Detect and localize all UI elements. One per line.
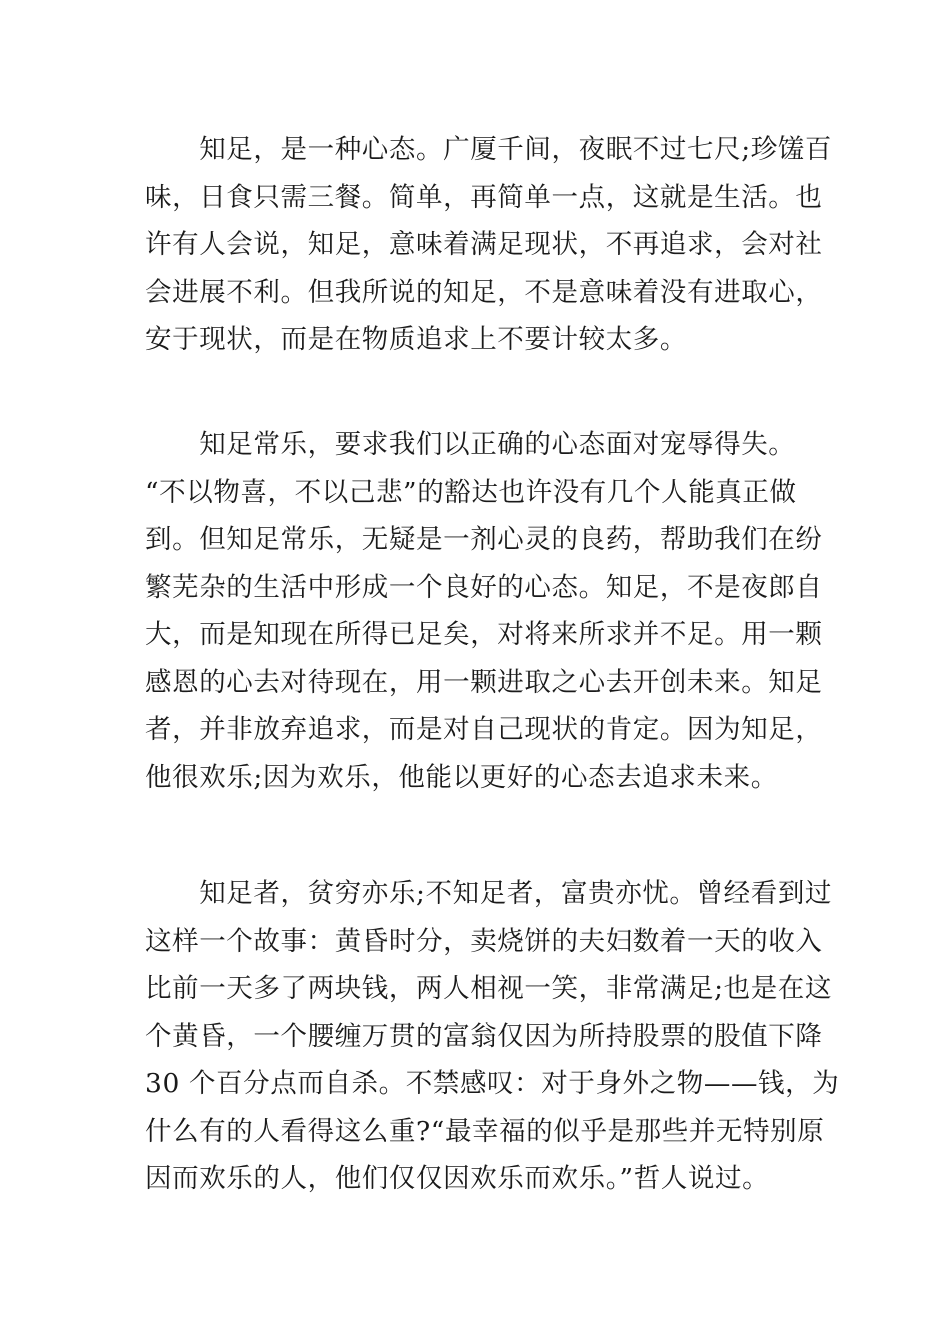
text-line: 感恩的心去对待现在，用一颗进取之心去开创未来。知足 (145, 666, 823, 698)
text-line: 比前一天多了两块钱，两人相视一笑，非常满足;也是在这 (145, 973, 833, 1004)
text-line: 个黄昏，一个腰缠万贯的富翁仅因为所持股票的股值下降 (145, 1020, 823, 1052)
text-line: 到。但知足常乐，无疑是一剂心灵的良药，帮助我们在纷 (145, 524, 823, 555)
text-line: 因而欢乐的人，他们仅仅因欢乐而欢乐。”哲人说过。 (145, 1163, 770, 1194)
text-line: 这样一个故事：黄昏时分，卖烧饼的夫妇数着一天的收入 (145, 925, 823, 957)
text-line: 者，并非放弃追求，而是对自己现状的肯定。因为知足， (145, 714, 823, 745)
text-line: 安于现状，而是在物质追求上不要计较太多。 (145, 324, 687, 355)
text-line: 知足常乐，要求我们以正确的心态面对宠辱得失。 (145, 429, 796, 460)
text-line: 繁芜杂的生活中形成一个良好的心态。知足，不是夜郎自 (145, 571, 823, 603)
paragraph-story (145, 870, 840, 1203)
text-line: “不以物喜，不以己悲”的豁达也许没有几个人能真正做 (145, 476, 797, 508)
text-line: 许有人会说，知足，意味着满足现状，不再追求，会对社 (145, 229, 823, 260)
text-line: 知足，是一种心态。广厦千间，夜眠不过七尺;珍馐百 (145, 134, 833, 165)
paragraph-contentment-mindset (145, 126, 833, 364)
text-line: 味，日食只需三餐。简单，再简单一点，这就是生活。也 (145, 181, 823, 213)
text-line: 大，而是知现在所得已足矣，对将来所求并不足。用一颗 (145, 619, 823, 650)
text-line: 什么有的人看得这么重?“最幸福的似乎是那些并无特别原 (145, 1115, 825, 1147)
text-line: 会进展不利。但我所说的知足，不是意味着没有进取心， (145, 276, 823, 308)
text-line: 30 个百分点而自杀。不禁感叹：对于身外之物——钱，为 (145, 1068, 840, 1099)
paragraph-contentment-happiness (145, 421, 823, 801)
text-line: 他很欢乐;因为欢乐，他能以更好的心态去追求未来。 (145, 761, 778, 793)
text-line: 知足者，贫穷亦乐;不知足者，富贵亦忧。曾经看到过 (145, 878, 833, 909)
